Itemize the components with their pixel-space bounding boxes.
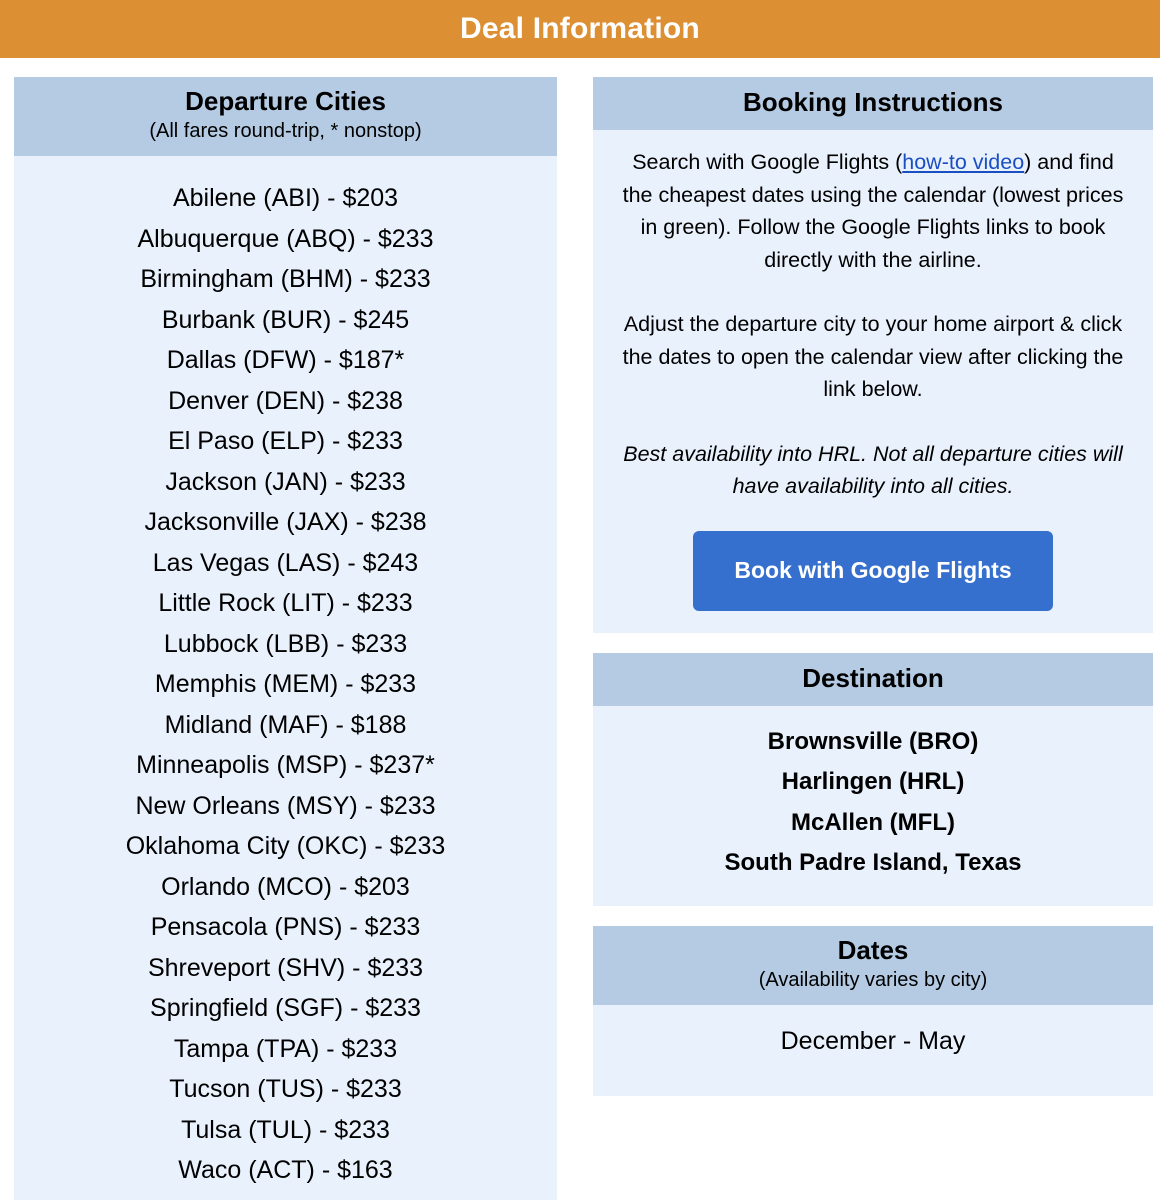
dates-title: Dates: [837, 934, 909, 965]
dates-value: December - May: [780, 1027, 966, 1056]
departure-cities-subtitle: (All fares round-trip, * nonstop): [149, 120, 422, 143]
departure-city-item: Tampa (TPA) - $233: [173, 1034, 398, 1063]
booking-instructions-title: Booking Instructions: [743, 87, 1003, 117]
departure-city-item: Memphis (MEM) - $233: [154, 670, 417, 699]
instructions-paragraph-1: [615, 146, 1131, 276]
departure-city-item: Jacksonville (JAX) - $238: [144, 508, 427, 537]
dates-panel: [593, 926, 1153, 1096]
departure-city-item: Jackson (JAN) - $233: [165, 467, 406, 496]
departure-city-item: Burbank (BUR) - $245: [161, 305, 410, 334]
departure-city-item: Springfield (SGF) - $233: [150, 994, 421, 1023]
destination-item: McAllen (MFL): [791, 808, 955, 836]
departure-city-item: Tucson (TUS) - $233: [169, 1075, 402, 1104]
departure-city-item: Albuquerque (ABQ) - $233: [137, 224, 434, 253]
destination-item: South Padre Island, Texas: [724, 849, 1022, 877]
dates-header: [593, 926, 1153, 1005]
departure-city-item: Abilene (ABI) - $203: [172, 184, 399, 213]
departure-city-item: Waco (ACT) - $163: [178, 1156, 393, 1185]
instructions-text-before-link: Search with Google Flights (: [632, 150, 903, 175]
destination-item: Brownsville (BRO): [767, 727, 979, 755]
departure-city-item: Shreveport (SHV) - $233: [147, 953, 424, 982]
deal-header-bar: [0, 0, 1160, 58]
departure-city-item: Denver (DEN) - $238: [168, 386, 403, 415]
destination-item: Harlingen (HRL): [781, 768, 965, 796]
departure-city-item: Dallas (DFW) - $187*: [166, 346, 405, 375]
departure-city-item: El Paso (ELP) - $233: [168, 427, 403, 456]
departure-cities-header: [14, 77, 557, 156]
dates-body: [593, 1005, 1153, 1096]
departure-city-item: Little Rock (LIT) - $233: [158, 589, 413, 618]
departure-city-item: Pensacola (PNS) - $233: [150, 913, 421, 942]
booking-instructions-body: [593, 130, 1153, 633]
destination-body: [593, 706, 1153, 906]
departure-city-item: Lubbock (LBB) - $233: [163, 629, 408, 658]
destination-header: [593, 653, 1153, 706]
departure-city-item: Las Vegas (LAS) - $243: [152, 548, 419, 577]
right-column: [593, 77, 1153, 1096]
departure-cities-body: [14, 156, 557, 1200]
content-columns: [0, 58, 1160, 1200]
departure-city-item: Birmingham (BHM) - $233: [140, 265, 431, 294]
departure-cities-list: [28, 170, 543, 1191]
departure-city-item: Orlando (MCO) - $203: [161, 872, 410, 901]
book-with-google-flights-button[interactable]: Book with Google Flights: [693, 531, 1053, 611]
instructions-paragraph-2: Adjust the departure city to your home airport & click the dates to open the calendar view after clicking the link below.: [622, 312, 1124, 402]
destination-title: Destination: [802, 662, 944, 693]
departure-city-item: Tulsa (TUL) - $233: [181, 1115, 390, 1144]
book-button-row: [615, 531, 1131, 611]
destination-panel: [593, 653, 1153, 906]
destination-list: [607, 722, 1139, 884]
instructions-text-after-link: ) and find the cheapest dates using the calendar (lowest prices in green). Follow the Google Flights links to book directly with the airline.: [622, 150, 1124, 272]
departure-city-item: New Orleans (MSY) - $233: [135, 791, 436, 820]
how-to-video-link[interactable]: how-to video: [902, 150, 1025, 175]
departure-cities-title: Departure Cities: [185, 86, 386, 116]
departure-city-item: Oklahoma City (OKC) - $233: [125, 832, 446, 861]
booking-instructions-header: [593, 77, 1153, 130]
page-title: Deal Information: [460, 12, 700, 45]
dates-subtitle: (Availability varies by city): [758, 969, 988, 992]
departure-city-item: Midland (MAF) - $188: [164, 710, 407, 739]
booking-instructions-panel: [593, 77, 1153, 633]
departure-city-item: Minneapolis (MSP) - $237*: [136, 751, 435, 780]
instructions-availability-note: Best availability into HRL. Not all departure cities will have availability into all cities.: [623, 441, 1123, 499]
departure-cities-panel: [14, 77, 557, 1200]
left-column: [14, 77, 557, 1200]
